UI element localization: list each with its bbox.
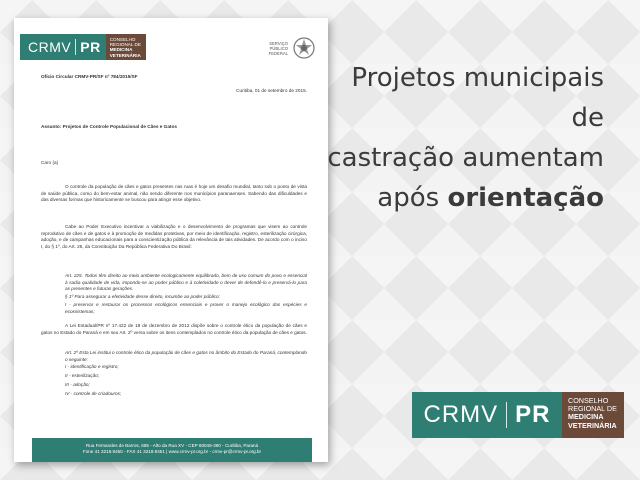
logo-line2: REGIONAL DE [568,404,617,414]
crmv-pr-logo [412,392,624,438]
footer-address: Rua Fernandes de Barros, 685 - Alto da Rua XV - CEP 80045-390 - Curitiba, Paraná [85,443,259,448]
logo-pr-text: PR [75,39,100,55]
seal-text-2: PÚBLICO [269,45,288,51]
paragraph-1: O controle da população de cães e gatos presentes nas ruas é hoje um desafio mundial, tanto sob o ponto de vista de saúde pública, como do bem-estar animal, não sendo diferente nos municípios paranaenses. Sabendo das dificuldades e das diversas formas que historicamente se buscou para atingir esse objetivo. [41,184,307,203]
logo-line3: MEDICINA [109,47,133,53]
logo-line4: VETERINÁRIA [568,420,617,430]
list-item: IV - controle de criadouros; [65,391,122,396]
seal-text-3: FEDERAL [268,50,288,56]
brazil-coat-of-arms-icon [292,36,316,60]
letter-greeting: Caro (a) [41,160,59,165]
seal-text-1: SERVIÇO [269,40,288,46]
quote-art-225: Art. 225. Todos têm direito ao meio ambiente ecologicamente equilibrado, bem de uso comum do povo e essencial à sadia qualidade de vida, impondo-se ao poder público e à coletividade o dever de defendê-lo e preservá-lo para as presentes e futuras gerações. [65,273,307,292]
paragraph-2: Cabe ao Poder Executivo incentivar a viabilização e o desenvolvimento de programas que visem ao controle reprodutivo de cães e de gatos e à promoção de medidas protetivas, por meio de identificação, registro, esterilização cirúrgica, adoção, e de campanhas educacionais para a conscientização pública da relevância de tais atividades. De acordo com o inciso I, do § 1º, do Art. 25, da Constituição Da República Federativa Do Brasil: [41,224,307,249]
crmv-pr-logo-small [20,34,146,60]
quote-art-2: Art. 2º Esta Lei institui o controle ético da população de cães e gatos no âmbito do Estado do Paraná, contemplando o seguinte: [65,350,307,362]
logo-line4: VETERINÁRIA [109,52,141,58]
quote-paragraph-1: § 1º Para assegurar a efetividade desse direito, incumbe ao poder público: [65,294,220,299]
letter-subject: Assunto: Projetos de Controle Populacional de Cães e Gatos [41,124,177,129]
list-item: III - adoção; [65,382,90,387]
headline-line-3: após [377,183,448,213]
document-footer [32,438,312,462]
footer-contact: Fone 41 3218.9450 - FAX 41 3218.9451 | www.crmv-pr.org.br - crmv-pr@crmv-pr.org.br [82,449,262,454]
federal-seal [269,36,316,60]
logo-line1: CONSELHO [568,396,609,405]
quote-item-i: I - preservar e restaurar os processos ecológicos essenciais e prover o manejo ecológico das espécies e ecossistemas; [65,302,307,314]
list-item: II - esterilização; [65,373,100,378]
logo-crmv-text: CRMV [28,39,72,55]
logo-divider [506,402,507,428]
logo-pr-text: PR [515,401,551,428]
logo-line1: CONSELHO [109,37,136,42]
logo-line3: MEDICINA [568,412,604,422]
paragraph-3: A Lei Estadual/PR nº 17.422 de 18 de dezembro de 2012 dispõe sobre o controle ético da população de cães e gatos no Estado do Paraná e em seu Art. 2º versa sobre os itens contemplados no controle ético da população de cães e gatos. [41,323,307,335]
document-header [14,34,328,60]
logo-line2: REGIONAL DE [109,42,141,48]
headline-emphasis: orientação [447,183,604,213]
list-item: I - identificação e registro; [65,364,119,369]
headline-line-1: Projetos municipais de [351,63,604,133]
official-letter-document [14,18,328,462]
headline [314,58,604,218]
logo-crmv-text: CRMV [423,401,499,428]
letter-date: Curitiba, 01 de setembro de 2015. [236,88,307,93]
headline-line-2: castração aumentam [327,143,604,173]
memo-reference: Ofício Circular CRMV-PR/SF nº 784/2015/SF [41,74,138,79]
